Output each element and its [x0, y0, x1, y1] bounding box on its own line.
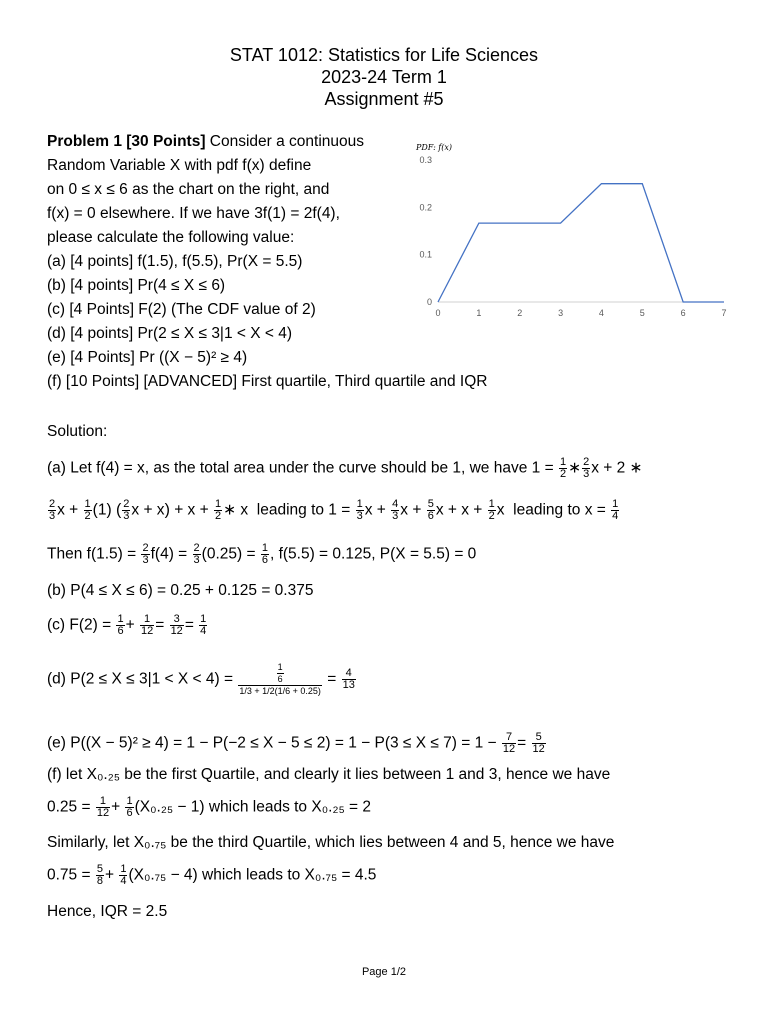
x-tick-label: 4 — [598, 308, 604, 318]
problem-title: Problem 1 [30 Points] — [47, 133, 206, 150]
course-title: STAT 1012: Statistics for Life Sciences — [229, 45, 539, 65]
pdf-chart — [410, 140, 730, 320]
x-tick-label: 3 — [558, 308, 564, 318]
problem-line-4: f(x) = 0 elsewhere. If we have 3f(1) = 2f(4), — [47, 205, 340, 222]
assignment-title: Assignment #5 — [324, 89, 444, 109]
problem-line-3: on 0 ≤ x ≤ 6 as the chart on the right, and — [47, 181, 330, 198]
solution-c: (c) F(2) = $\frac{1}{6}$ + $\frac{1}{12}$ = $\frac{3}{12}$ = $\frac{1}{4}$ — [47, 613, 207, 637]
solution-a-line-3: Then f(1.5) = $\frac{2}{3}$ f(4) = $\frac{2}{3}$ (0.25) = $\frac{1}{6}$ , f(5.5) = 0.125, P(X = 5.5) = 0 — [47, 542, 477, 566]
document-header — [0, 44, 768, 110]
question-d: (d) [4 points] Pr(2 ≤ X ≤ 3|1 < X < 4) — [47, 325, 293, 342]
term: 2023-24 Term 1 — [321, 67, 447, 87]
question-f: (f) [10 Points] [ADVANCED] First quartile, Third quartile and IQR — [47, 373, 488, 390]
solution-d: (d) P(2 ≤ X ≤ 3|1 < X < 4) = $\frac{\frac{1}{6}}{1/3 + 1/2(1/6 + 0.25)}$ = $\frac{4}{13}$ — [47, 662, 355, 696]
solution-a-line-1: (a) Let f(4) = x, as the total area under the curve should be 1, we have 1 = $\frac{1}{2}$ ∗ $\frac{2}{3}$ x + 2 ∗ — [47, 456, 643, 480]
x-tick-label: 2 — [517, 308, 523, 318]
page-number: Page 1/2 — [361, 966, 407, 978]
y-tick-label: 0 — [426, 297, 432, 307]
x-tick-label: 5 — [639, 308, 645, 318]
problem-line-2: Random Variable X with pdf f(x) define — [47, 157, 312, 174]
solution-b: (b) P(4 ≤ X ≤ 6) = 0.25 + 0.125 = 0.375 — [47, 582, 314, 599]
x-tick-label: 1 — [476, 308, 482, 318]
solution-f-line-1: (f) let X₀.₂₅ be the first Quartile, and clearly it lies between 1 and 3, hence we have — [47, 766, 611, 783]
chart-title: PDF: f(x) — [416, 143, 453, 152]
y-tick-label: 0.3 — [419, 155, 432, 165]
question-e: (e) [4 Points] Pr ((X − 5)² ≥ 4) — [47, 349, 248, 366]
pdf-series-line — [438, 184, 724, 302]
problem-line-5: please calculate the following value: — [47, 229, 295, 246]
solution-f-line-2: 0.25 = $\frac{1}{12}$ + $\frac{1}{6}$ (X₀.₂₅ − 1) which leads to X₀.₂₅ = 2 — [47, 795, 371, 819]
question-c: (c) [4 Points] F(2) (The CDF value of 2) — [47, 301, 316, 318]
y-tick-label: 0.2 — [419, 202, 432, 213]
question-b: (b) [4 points] Pr(4 ≤ X ≤ 6) — [47, 277, 226, 294]
solution-f-line-4: 0.75 = $\frac{5}{8}$ + $\frac{1}{4}$ (X₀.₇₅ − 4) which leads to X₀.₇₅ = 4.5 — [47, 863, 377, 887]
solution-heading: Solution: — [47, 423, 108, 440]
solution-e: (e) P((X − 5)² ≥ 4) = 1 − P(−2 ≤ X − 5 ≤ 2) = 1 − P(3 ≤ X ≤ 7) = 1 − $\frac{7}{12}$ = $\frac{5}{12}$ — [47, 731, 545, 755]
question-a: (a) [4 points] f(1.5), f(5.5), Pr(X = 5.5) — [47, 253, 303, 270]
y-tick-label: 0.1 — [419, 249, 432, 260]
x-tick-label: 0 — [435, 308, 441, 318]
x-tick-label: 7 — [721, 308, 727, 318]
solution-iqr: Hence, IQR = 2.5 — [47, 903, 168, 920]
problem-line-1: Problem 1 [30 Points] Consider a continuous — [47, 133, 365, 150]
solution-a-line-2: $\frac{2}{3}$ x + $\frac{1}{2}$ (1) ( $\frac{2}{3}$ x + x) + x + $\frac{1}{2}$ ∗ x leading to 1 = $\frac{1}{3}$ x + $\frac{4}{3}$ x + $\frac{5}{6}$ x + x + $\frac{1}{2}$ x leading to x = $\frac{1}{4}$ — [49, 498, 619, 522]
x-tick-label: 6 — [680, 308, 686, 318]
solution-f-line-3: Similarly, let X₀.₇₅ be the third Quartile, which lies between 4 and 5, hence we have — [47, 834, 615, 851]
